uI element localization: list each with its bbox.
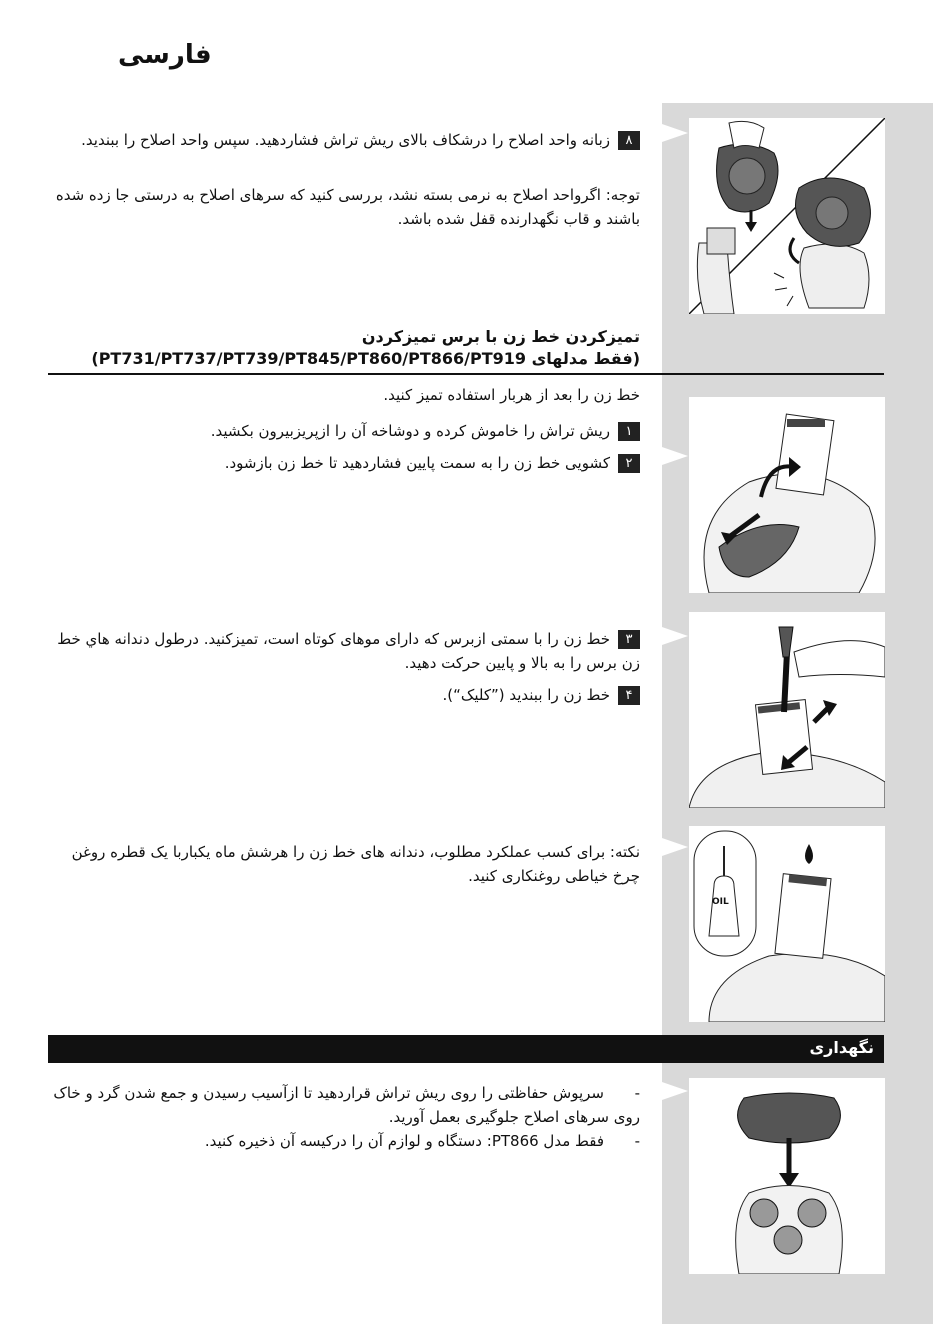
storage-title: نگهداری <box>809 1038 874 1057</box>
pointer-arrow <box>662 627 688 645</box>
pointer-arrow <box>662 838 688 856</box>
step-number: ۴ <box>618 686 640 705</box>
oil-bottle-label: OIL <box>712 897 729 907</box>
bullet-text: فقط مدل PT866: دستگاه و لوازم آن را درکیسه آن ذخیره کنید. <box>204 1132 604 1150</box>
step-number: ۱ <box>618 422 640 441</box>
pointer-arrow <box>662 124 688 142</box>
section-divider <box>48 373 884 375</box>
step-text: زبانه واحد اصلاح را درشکاف بالای ریش تراش فشاردهید. سپس واحد اصلاح را ببندید. <box>81 131 610 149</box>
step-text: ریش تراش را خاموش کرده و دوشاخه آن را ازپریزبیرون بکشید. <box>210 422 610 440</box>
step-text: خط زن را ببندید (”کلیک“). <box>442 686 610 704</box>
pointer-arrow <box>662 447 688 465</box>
illustration-protection-cap <box>689 1078 885 1274</box>
illustration-oil-trimmer <box>689 826 885 1022</box>
section-heading-trimmer <box>20 326 640 370</box>
bullet-2 <box>40 1129 640 1153</box>
tip-paragraph: نکته: برای کسب عملکرد مطلوب، دندانه های خط زن را هرشش ماه یکباربا یک قطره روغن چرخ خیاطی روغنکاری کنید. <box>71 843 640 885</box>
step-4 <box>40 683 640 707</box>
step-2 <box>40 451 640 475</box>
heading-line-1: تمیزکردن خط زن با برس تمیزکردن <box>361 327 640 346</box>
pointer-arrow <box>662 1082 688 1100</box>
bullet-marker: - <box>634 1132 640 1150</box>
intro-text: خط زن را بعد از هربار استفاده تمیز کنید. <box>383 386 640 404</box>
step-number: ۲ <box>618 454 640 473</box>
page-language-label: فارسی <box>118 40 212 70</box>
step-number: ۸ <box>618 131 640 150</box>
step-text: خط زن را با سمتی ازبرس که دارای موهای کوتاه است، تمیزکنید. درطول دندانه هاي خط زن برس را به بالا و پایین حرکت دهید. <box>57 630 640 672</box>
bullet-marker: - <box>634 1084 640 1102</box>
illustration-close-shaving-unit <box>689 118 885 314</box>
bullet-text: سرپوش حفاظتی را روی ریش تراش قراردهید تا ازآسیب رسیدن و جمع شدن گرد و خاک روی سرهای اصلاح جلوگیری بعمل آورید. <box>53 1084 640 1126</box>
step-text: کشویی خط زن را به سمت پایین فشاردهید تا خط زن بازشود. <box>224 454 610 472</box>
note-paragraph: توجه: اگرواحد اصلاح به نرمی بسته نشد، بررسی کنید که سرهای اصلاح به درستی جا زده شده باشند و قاب نگهدارنده قفل شده باشد. <box>55 186 640 228</box>
section-heading-storage <box>48 1035 884 1063</box>
step-1 <box>40 419 640 443</box>
illustration-brush-trimmer <box>689 612 885 808</box>
illustration-open-trimmer <box>689 397 885 593</box>
step-3 <box>40 627 640 675</box>
step-number: ۳ <box>618 630 640 649</box>
heading-line-2: (فقط مدلهای PT731/PT737/PT739/PT845/PT860/PT866/PT919) <box>91 349 640 368</box>
bullet-1 <box>40 1081 640 1129</box>
step-8 <box>40 128 640 152</box>
